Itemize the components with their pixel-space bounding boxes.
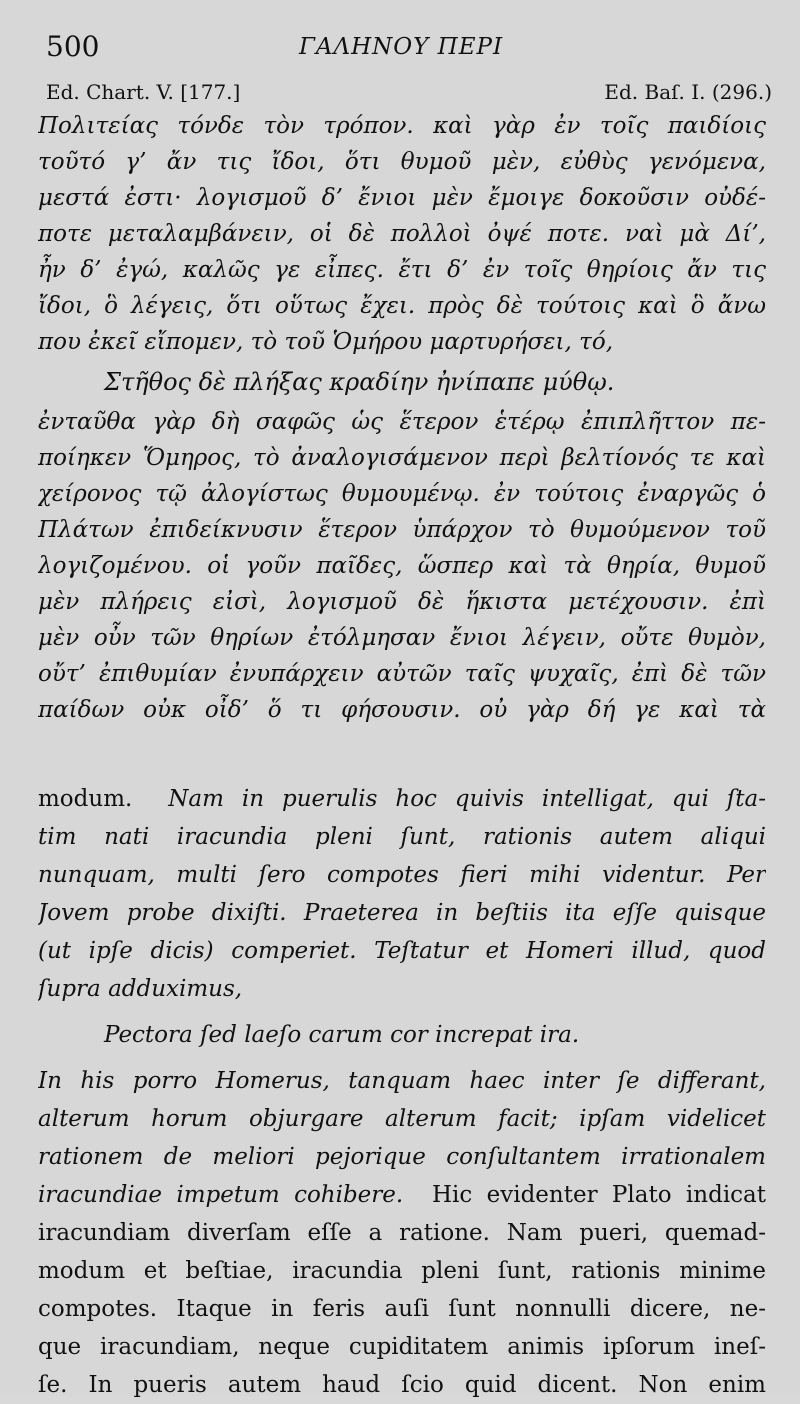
- latin-line: [38, 1176, 766, 1214]
- latin-line: Jovem probe dixiſti. Praeterea in beſtiis ita eſſe quisque: [38, 900, 766, 926]
- latin-line: modum et beſtiae, iracundia pleni ſunt, rationis minime: [38, 1258, 766, 1284]
- latin-roman-segment: Hic evidenter Plato indicat: [431, 1182, 766, 1208]
- latin-verse-quotation: Pectora ſed laeſo carum cor increpat ira.: [104, 1022, 580, 1048]
- latin-italic-segment: iracundiae impetum cohibere.: [38, 1182, 404, 1208]
- greek-line: μὲν πλήρεις εἰσὶ, λογισμοῦ δὲ ἥκιστα μετέχουσιν. ἐπὶ: [38, 589, 766, 615]
- greek-line: ποίηκεν Ὅμηρος, τὸ ἀναλογισάμενον περὶ βελτίονός τε καὶ: [38, 445, 766, 471]
- greek-line: παίδων οὐκ οἶδ’ ὅ τι φήσουσιν. οὐ γὰρ δή γε καὶ τὰ: [38, 697, 766, 723]
- latin-line: ſupra adduximus,: [38, 976, 243, 1002]
- greek-line: ποτε μεταλαμβάνειν, οἱ δὲ πολλοὶ ὀψέ ποτε. ναὶ μὰ Δί’,: [38, 221, 766, 247]
- greek-line: ἐνταῦθα γὰρ δὴ σαφῶς ὡς ἕτερον ἑτέρῳ ἐπιπλῆττον πε-: [38, 409, 766, 435]
- latin-line: alterum horum objurgare alterum facit; ipſam videlicet: [38, 1106, 766, 1132]
- greek-line: Πολιτείας τόνδε τὸν τρόπον. καὶ γὰρ ἐν τοῖς παιδίοις: [38, 113, 766, 139]
- greek-line: οὔτ’ ἐπιθυμίαν ἐνυπάρχειν αὐτῶν ταῖς ψυχαῖς, ἐπὶ δὲ τῶν: [38, 661, 766, 687]
- edition-basel-reference: Ed. Baſ. I. (296.): [604, 80, 772, 104]
- greek-line: χείρονος τῷ ἀλογίστως θυμουμένῳ. ἐν τούτοις ἐναργῶς ὁ: [38, 481, 766, 507]
- latin-line: ſe. In pueris autem haud ſcio quid dicent. Non enim: [38, 1372, 766, 1398]
- latin-line: [38, 780, 766, 818]
- greek-line: που ἐκεῖ εἴπομεν, τὸ τοῦ Ὁμήρου μαρτυρήσει, τό,: [38, 329, 614, 355]
- latin-line: In his porro Homerus, tanquam haec inter ſe differant,: [38, 1068, 766, 1094]
- latin-first-word: modum.: [38, 786, 133, 812]
- greek-line: μὲν οὖν τῶν θηρίων ἐτόλμησαν ἔνιοι λέγειν, οὔτε θυμὸν,: [38, 625, 766, 651]
- greek-line: τοῦτό γ’ ἄν τις ἴδοι, ὅτι θυμοῦ μὲν, εὐθὺς γενόμενα,: [38, 149, 766, 175]
- greek-line: ἦν δ’ ἐγώ, καλῶς γε εἶπες. ἔτι δ’ ἐν τοῖς θηρίοις ἄν τις: [38, 257, 766, 283]
- latin-line: rationem de meliori pejorique conſultantem irrationalem: [38, 1144, 766, 1170]
- latin-line: compotes. Itaque in feris auſi ſunt nonnulli dicere, ne-: [38, 1296, 766, 1322]
- greek-line: μεστά ἐστι· λογισμοῦ δ’ ἔνιοι μὲν ἔμοιγε δοκοῦσιν οὐδέ-: [38, 185, 766, 211]
- greek-line: Πλάτων ἐπιδείκνυσιν ἕτερον ὑπάρχον τὸ θυμούμενον τοῦ: [38, 517, 766, 543]
- latin-italic-segment: Nam in puerulis hoc quivis intelligat, qui ſta-: [168, 786, 766, 812]
- greek-line: ἴδοι, ὃ λέγεις, ὅτι οὕτως ἔχει. πρὸς δὲ τούτοις καὶ ὃ ἄνω: [38, 293, 766, 319]
- edition-references: [46, 78, 772, 108]
- latin-line: nunquam, multi ſero compotes fieri mihi videntur. Per: [38, 862, 766, 888]
- latin-text-block: [38, 780, 766, 1404]
- running-title: ΓΑΛΗΝΟΥ ΠΕΡΙ: [298, 34, 504, 60]
- page-number: 500: [46, 30, 100, 63]
- edition-chart-reference: Ed. Chart. V. [177.]: [46, 80, 241, 104]
- greek-text-block: [38, 108, 766, 728]
- latin-line: iracundiam diverſam eſſe a ratione. Nam pueri, quemad-: [38, 1220, 766, 1246]
- latin-line: tim nati iracundia pleni ſunt, rationis autem aliqui: [38, 824, 766, 850]
- page-header: [38, 30, 764, 70]
- latin-line: que iracundiam, neque cupiditatem animis ipſorum ineſ-: [38, 1334, 766, 1360]
- greek-line: λογιζομένου. οἱ γοῦν παῖδες, ὥσπερ καὶ τὰ θηρία, θυμοῦ: [38, 553, 766, 579]
- greek-verse-quotation: Στῆθος δὲ πλήξας κραδίην ἠνίπαπε μύθῳ.: [104, 368, 615, 396]
- latin-line: (ut ipſe dicis) comperiet. Teſtatur et Homeri illud, quod: [38, 938, 766, 964]
